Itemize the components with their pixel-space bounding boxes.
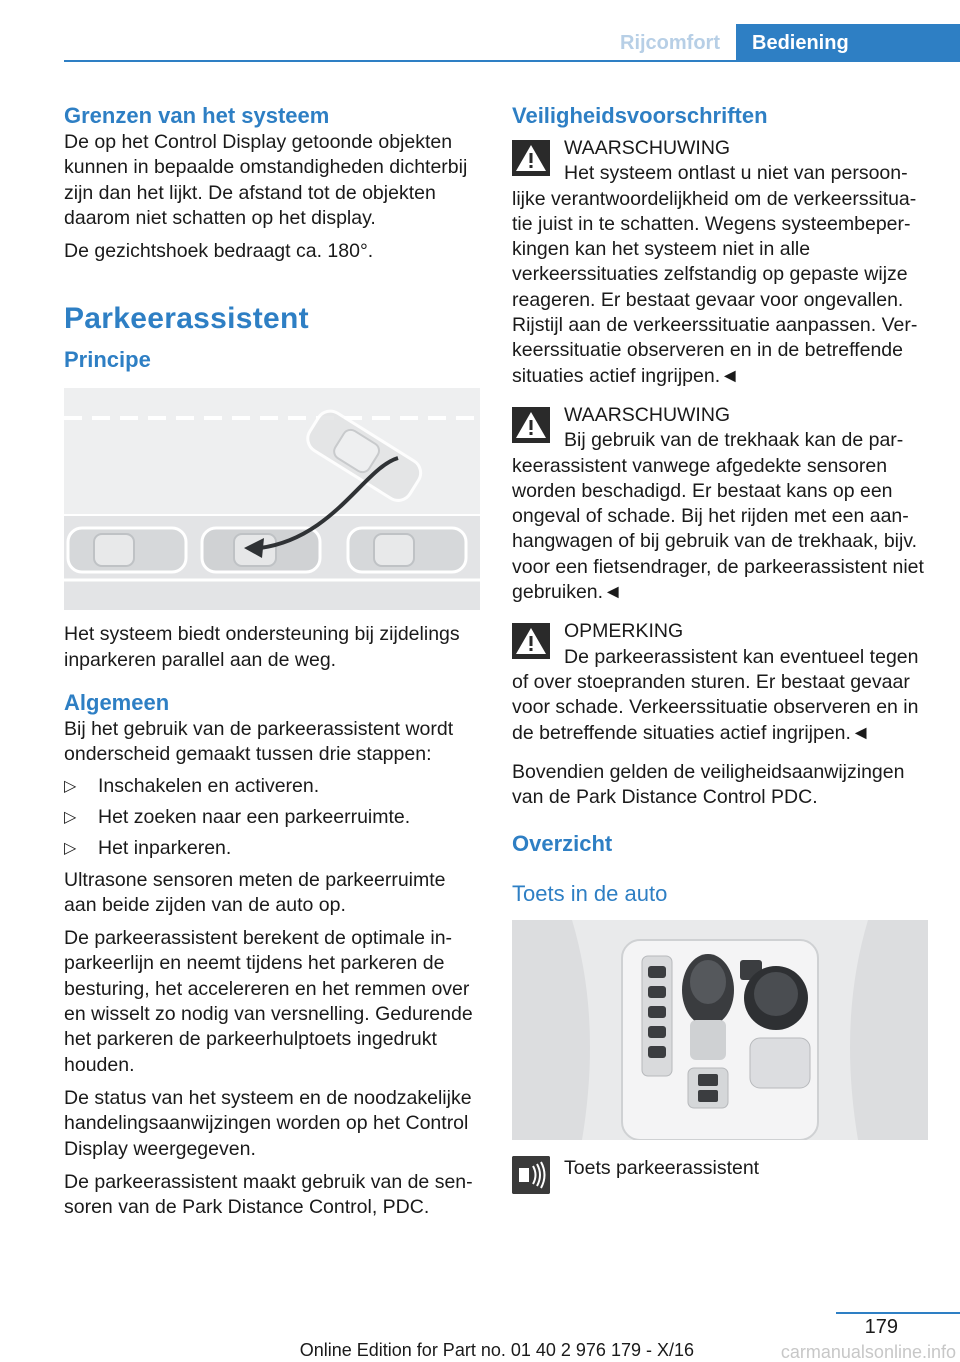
limits-heading: Grenzen van het systeem (64, 103, 330, 128)
list-item: ▷ Het zoeken naar een parkeerruimte. (64, 805, 480, 830)
general-heading: Algemeen (64, 690, 170, 716)
park-assist-key-row (512, 1156, 928, 1196)
parked-car-1 (68, 528, 186, 572)
warning-triangle-icon (512, 407, 550, 443)
footer-rule (836, 1312, 960, 1314)
left-column (64, 102, 480, 1220)
sensors-paragraph: Ultrasone sensoren meten de parkeerruimte aan beide zijden van de auto op. (64, 868, 446, 916)
parking-diagram-svg (64, 388, 480, 610)
page-footer (0, 1312, 960, 1362)
list-item: ▷ Inschakelen en activeren. (64, 774, 480, 799)
center-console-photo (512, 920, 928, 1140)
limits-paragraph-1: De op het Control Display getoonde objekten kunnen in bepaalde omstandigheden dichterbij zijn dan het lijkt. De afstand tot de objekten daarom niet schatten op het display. (64, 131, 468, 229)
principle-paragraph: Het systeem biedt ondersteuning bij zijdelings inparkeren parallel aan de weg. (64, 623, 460, 671)
warning-first-line: Het systeem ontlast u niet van persoon- (564, 162, 908, 185)
warning-text: keerassistent vanwege afgedekte sensoren worden beschadigd. Er bestaat kans op een ongeval of schade. Bij het rijden met een aanhangwagen of bij gebruik van de trekhaak, bijv. voor een fietsendrager, de parkeerassistent niet gebruiken.◄ (512, 454, 924, 604)
main-title: Parkeerassistent (64, 302, 309, 336)
triangle-bullet-icon: ▷ (64, 777, 77, 795)
warning-first-line: Bij gebruik van de trekhaak kan de par- (564, 429, 904, 452)
console-illustration-svg (512, 920, 928, 1140)
overview-heading: Overzicht (512, 831, 613, 857)
general-intro: Bij het gebruik van de parkeerassistent wordt onderscheid gemaakt tussen drie stappen: (64, 718, 454, 766)
status-paragraph: De status van het systeem en de noodzakelijke handelingsaanwijzingen worden op het Control Display weergegeven. (64, 1086, 472, 1160)
page-number: 179 (864, 1316, 898, 1338)
notice-label: OPMERKING (564, 620, 684, 643)
park-assist-key-label: Toets parkeerassistent (564, 1157, 760, 1180)
warning-triangle-icon (512, 140, 550, 176)
notice-first-line: De parkeerassistent kan eventueel tegen (564, 645, 919, 668)
button-heading: Toets in de auto (512, 881, 668, 907)
list-item: ▷ Het inparkeren. (64, 836, 480, 861)
notice-text: of over stoepranden sturen. Er bestaat gevaar voor schade. Verkeerssituatie observeren en in de betreffende situaties actief ingrijpen.◄ (512, 670, 919, 744)
pdc-paragraph: De parkeerassistent maakt gebruik van de sensoren van de Park Distance Control, PDC. (64, 1170, 473, 1219)
header-chapter-tab: Bediening (736, 24, 960, 62)
page-header (64, 24, 960, 62)
also-paragraph: Bovendien gelden de veiligheidsaanwijzingen van de Park Distance Control PDC. (512, 760, 905, 809)
header-rule (64, 60, 960, 62)
triangle-bullet-icon: ▷ (64, 840, 77, 858)
right-column (512, 102, 928, 1196)
watermark: carmanualsonline.info (780, 1342, 956, 1362)
parked-car-2 (348, 528, 466, 572)
edition-line: Online Edition for Part no. 01 40 2 976 179 - X/16 (299, 1340, 694, 1360)
header-section: Rijcomfort (620, 32, 720, 54)
warning-text: lijke verantwoordelijkheid om de verkeerssituatie juist in te schatten. Wegens systeembeperkingen kan het systeem niet in alle verkeerssituaties zelfstandig op gepaste wijze reageren. Er bestaat gevaar voor ongevallen. Rijstijl aan de verkeerssituatie aanpassen. Verkeerssituatie observeren en in de betreffende situaties actief ingrijpen.◄ (512, 187, 918, 387)
park-assist-key-icon (512, 1156, 550, 1194)
warning-label: WAARSCHUWING (564, 137, 731, 159)
notice-block (512, 619, 928, 745)
triangle-bullet-icon: ▷ (64, 808, 77, 826)
limits-paragraph-2: De gezichtshoek bedraagt ca. 180°. (64, 240, 374, 263)
warning-block-2 (512, 403, 928, 605)
steps-list (64, 774, 480, 862)
warning-triangle-icon (512, 623, 550, 659)
warning-label: WAARSCHUWING (564, 403, 731, 426)
calculation-paragraph: De parkeerassistent berekent de optimale inparkeerlijn en neemt tijdens het parkeren de besturing, het accelereren en het remmen over en wisselt zo nodig van versnelling. Gedurende het parkeren de parkeerhulptoets ingedrukt houden. (64, 927, 473, 1076)
safety-heading: Veiligheidsvoorschriften (512, 103, 768, 128)
parking-illustration (64, 388, 480, 610)
warning-block-1 (512, 136, 928, 389)
principle-heading: Principe (64, 347, 151, 373)
